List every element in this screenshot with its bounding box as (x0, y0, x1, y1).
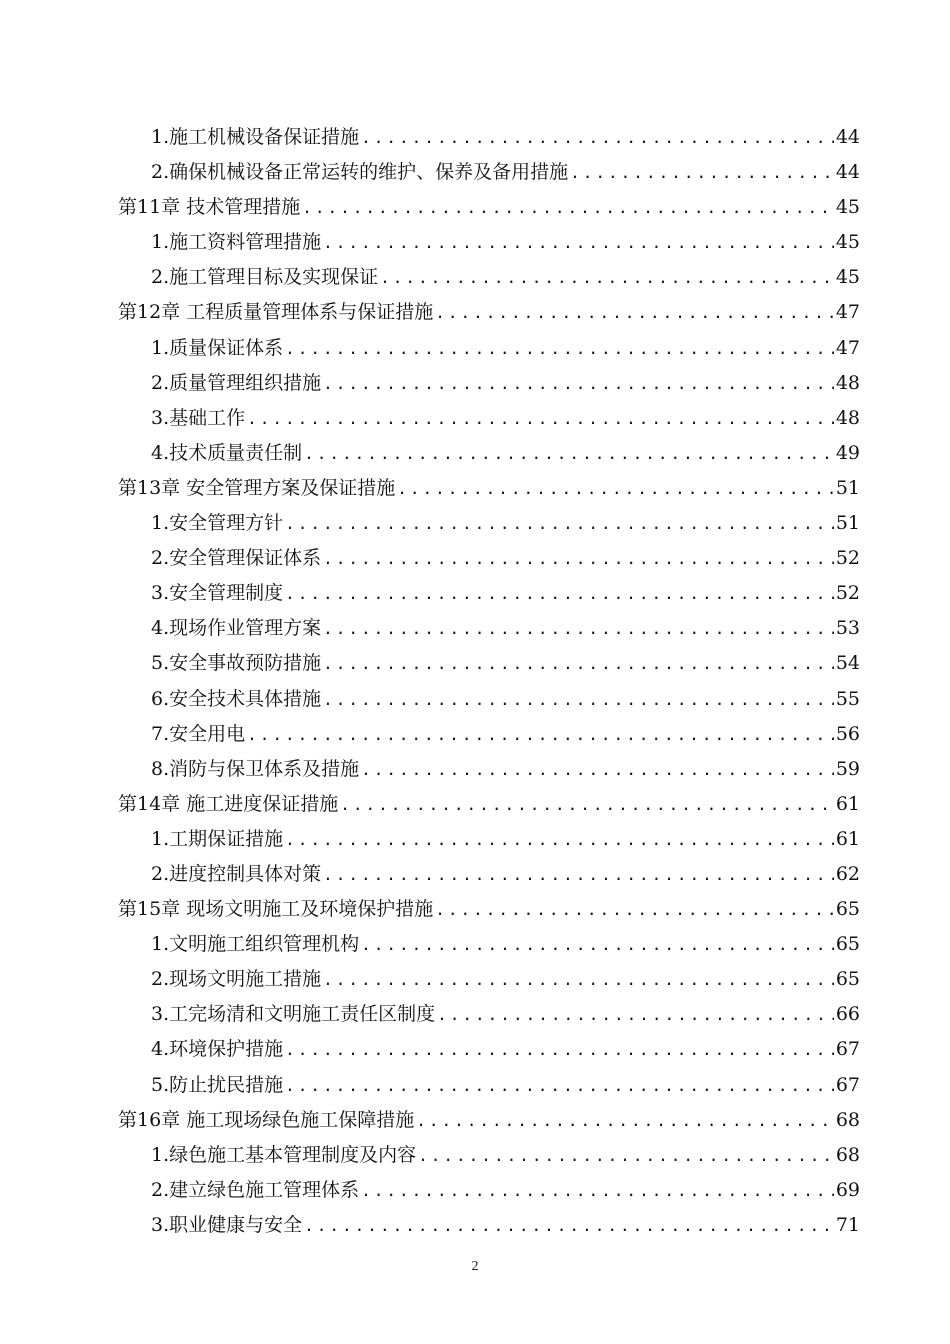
toc-section-entry[interactable] (118, 646, 860, 681)
toc-section-entry[interactable] (118, 366, 860, 401)
toc-section-entry[interactable] (118, 752, 860, 787)
toc-entry-page: 52 (835, 582, 860, 605)
toc-entry-title: 3.基础工作 (151, 406, 246, 429)
toc-section-entry[interactable] (118, 927, 860, 962)
toc-chapter-entry[interactable] (118, 1103, 860, 1138)
toc-entry-page: 44 (835, 126, 860, 148)
toc-section-entry[interactable] (118, 506, 860, 541)
toc-section-entry[interactable] (118, 1032, 860, 1067)
toc-entry-page: 65 (835, 933, 860, 956)
toc-entry-title: 第12章 工程质量管理体系与保证措施 (118, 301, 434, 324)
toc-entry-page: 55 (835, 687, 860, 710)
toc-entry-page: 67 (835, 1038, 860, 1061)
toc-dot-leader (437, 997, 834, 1032)
toc-section-entry[interactable] (118, 857, 860, 892)
toc-entry-page: 67 (835, 1073, 860, 1096)
toc-section-entry[interactable] (118, 576, 860, 611)
toc-dot-leader (397, 471, 834, 506)
toc-entry-title: 2.施工管理目标及实现保证 (151, 266, 379, 289)
toc-dot-leader (285, 1032, 834, 1067)
toc-entry-title: 1.绿色施工基本管理制度及内容 (151, 1143, 417, 1166)
toc-dot-leader (361, 752, 834, 787)
toc-dot-leader (435, 295, 834, 330)
toc-chapter-entry[interactable] (118, 295, 860, 330)
toc-entry-title: 7.安全用电 (151, 722, 246, 745)
toc-entry-page: 61 (835, 827, 860, 850)
toc-section-entry[interactable] (118, 155, 860, 190)
toc-entry-page: 56 (835, 722, 860, 745)
toc-dot-leader (285, 822, 834, 857)
toc-dot-leader (285, 506, 834, 541)
toc-entry-title: 5.防止扰民措施 (151, 1073, 284, 1096)
toc-entry-title: 1.安全管理方针 (151, 512, 284, 535)
toc-entry-page: 44 (835, 161, 860, 184)
toc-section-entry[interactable] (118, 1068, 860, 1103)
toc-dot-leader (570, 155, 834, 190)
toc-section-entry[interactable] (118, 225, 860, 260)
toc-section-entry[interactable] (118, 260, 860, 295)
toc-entry-title: 1.施工资料管理措施 (151, 231, 322, 254)
toc-dot-leader (380, 260, 834, 295)
toc-entry-title: 3.工完场清和文明施工责任区制度 (151, 1003, 436, 1026)
toc-entry-title: 第13章 安全管理方案及保证措施 (118, 476, 396, 499)
toc-entry-page: 45 (835, 196, 860, 219)
toc-chapter-entry[interactable] (118, 471, 860, 506)
toc-dot-leader (304, 436, 834, 471)
toc-entry-page: 51 (835, 476, 860, 499)
toc-section-entry[interactable] (118, 717, 860, 752)
toc-entry-page: 47 (835, 301, 860, 324)
toc-section-entry[interactable] (118, 997, 860, 1032)
toc-entry-title: 3.职业健康与安全 (151, 1213, 303, 1236)
toc-entry-title: 2.确保机械设备正常运转的维护、保养及备用措施 (151, 161, 569, 184)
toc-section-entry[interactable] (118, 331, 860, 366)
toc-entry-title: 1.文明施工组织管理机构 (151, 933, 360, 956)
toc-dot-leader (323, 366, 834, 401)
toc-entry-title: 5.安全事故预防措施 (151, 652, 322, 675)
toc-dot-leader (340, 787, 834, 822)
toc-entry-page: 62 (835, 862, 860, 885)
toc-entry-page: 47 (835, 336, 860, 359)
toc-section-entry[interactable] (118, 401, 860, 436)
toc-dot-leader (323, 611, 834, 646)
toc-entry-page: 54 (835, 652, 860, 675)
toc-dot-leader (361, 1173, 834, 1208)
toc-entry-page: 69 (835, 1178, 860, 1201)
toc-entry-title: 1.质量保证体系 (151, 336, 284, 359)
toc-entry-page: 51 (835, 512, 860, 535)
toc-chapter-entry[interactable] (118, 787, 860, 822)
toc-entry-title: 2.质量管理组织措施 (151, 371, 322, 394)
toc-dot-leader (323, 857, 834, 892)
toc-entry-title: 2.建立绿色施工管理体系 (151, 1178, 360, 1201)
toc-entry-title: 3.安全管理制度 (151, 582, 284, 605)
toc-entry-title: 6.安全技术具体措施 (151, 687, 322, 710)
toc-section-entry[interactable] (118, 436, 860, 471)
toc-dot-leader (247, 717, 834, 752)
toc-section-entry[interactable] (118, 1208, 860, 1243)
toc-entry-page: 49 (835, 441, 860, 464)
toc-entry-title: 第15章 现场文明施工及环境保护措施 (118, 898, 434, 921)
toc-chapter-entry[interactable] (118, 892, 860, 927)
toc-chapter-entry[interactable] (118, 190, 860, 225)
toc-dot-leader (323, 225, 834, 260)
toc-entry-page: 66 (835, 1003, 860, 1026)
toc-section-entry[interactable] (118, 1138, 860, 1173)
toc-dot-leader (323, 541, 834, 576)
toc-entry-title: 2.现场文明施工措施 (151, 968, 322, 991)
toc-entry-page: 59 (835, 757, 860, 780)
toc-entry-title: 2.安全管理保证体系 (151, 547, 322, 570)
toc-entry-title: 8.消防与保卫体系及措施 (151, 757, 360, 780)
toc-section-entry[interactable] (118, 962, 860, 997)
toc-section-entry[interactable] (118, 1173, 860, 1208)
toc-entry-page: 48 (835, 406, 860, 429)
toc-section-entry[interactable] (118, 611, 860, 646)
toc-dot-leader (285, 576, 834, 611)
toc-entry-title: 4.环境保护措施 (151, 1038, 284, 1061)
table-of-contents (118, 120, 860, 1243)
toc-dot-leader (435, 892, 834, 927)
toc-entry-page: 68 (835, 1108, 860, 1131)
toc-dot-leader (416, 1103, 834, 1138)
toc-entry-page: 71 (835, 1213, 860, 1236)
toc-entry-title: 2.进度控制具体对策 (151, 862, 322, 885)
toc-entry-page: 65 (835, 968, 860, 991)
toc-dot-leader (323, 962, 834, 997)
toc-entry-page: 45 (835, 266, 860, 289)
toc-entry-title: 1.施工机械设备保证措施 (151, 126, 360, 148)
toc-entry-title: 第14章 施工进度保证措施 (118, 792, 339, 815)
toc-entry-page: 45 (835, 231, 860, 254)
toc-dot-leader (418, 1138, 834, 1173)
toc-dot-leader (323, 682, 834, 717)
toc-entry-page: 65 (835, 898, 860, 921)
toc-entry-page: 61 (835, 792, 860, 815)
toc-dot-leader (361, 120, 834, 155)
toc-entry-page: 68 (835, 1143, 860, 1166)
toc-section-entry[interactable] (118, 822, 860, 857)
toc-entry-title: 4.技术质量责任制 (151, 441, 303, 464)
toc-dot-leader (304, 1208, 834, 1243)
toc-entry-page: 53 (835, 617, 860, 640)
toc-entry-title: 第11章 技术管理措施 (118, 196, 301, 219)
toc-entry-title: 4.现场作业管理方案 (151, 617, 322, 640)
toc-section-entry[interactable] (118, 120, 860, 155)
toc-entry-title: 第16章 施工现场绿色施工保障措施 (118, 1108, 415, 1131)
toc-dot-leader (302, 190, 834, 225)
toc-section-entry[interactable] (118, 682, 860, 717)
toc-dot-leader (323, 646, 834, 681)
toc-dot-leader (285, 1068, 834, 1103)
toc-entry-page: 52 (835, 547, 860, 570)
toc-dot-leader (247, 401, 834, 436)
page-number: 2 (471, 1259, 479, 1274)
toc-dot-leader (285, 331, 834, 366)
toc-entry-title: 1.工期保证措施 (151, 827, 284, 850)
toc-entry-page: 48 (835, 371, 860, 394)
toc-section-entry[interactable] (118, 541, 860, 576)
toc-dot-leader (361, 927, 834, 962)
